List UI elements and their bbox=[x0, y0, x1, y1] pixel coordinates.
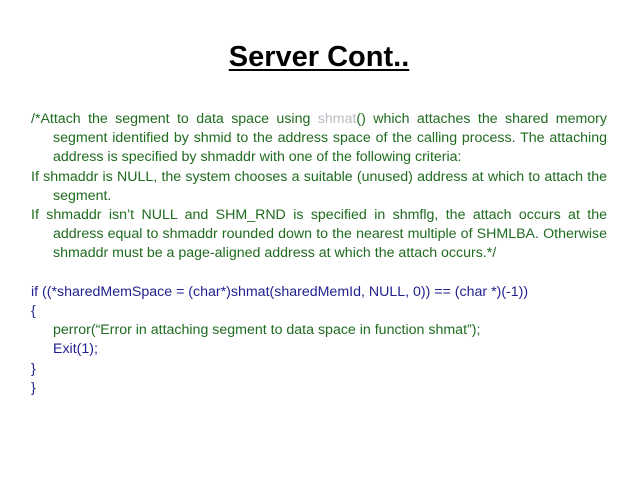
code-perror-line: perror(“Error in attaching segment to data space in function shmat”); bbox=[53, 322, 481, 339]
code-exit-line: Exit(1); bbox=[53, 341, 98, 358]
code-if-line: if ((*sharedMemSpace = (char*)shmat(sharedMemId, NULL, 0)) == (char *)(-1)) bbox=[31, 283, 529, 300]
blank-line bbox=[31, 264, 607, 283]
comment-paragraph-non-null-case: If shmaddr isn’t NULL and SHM_RND is specified in shmflg, the attach occurs at the address equal to shmaddr rounded down to the nearest multiple of SHMLBA. Otherwise shmaddr must be a page-aligned address at which the attach occurs.*/ bbox=[31, 207, 607, 262]
slide-body bbox=[31, 110, 607, 398]
comment-paragraph-attach bbox=[31, 110, 607, 168]
code-close-brace-outer: } bbox=[31, 379, 36, 396]
slide-title bbox=[0, 40, 638, 74]
slide-title-text: Server Cont.. bbox=[228, 41, 410, 73]
shmat-highlight: shmat bbox=[317, 111, 357, 127]
comment-text-part-b: () which attaches the shared memory segment identified by shmid to the address space of the calling process. The attaching address is specified by shmaddr with one of the following criteria: bbox=[53, 111, 607, 166]
comment-paragraph-null-case: If shmaddr is NULL, the system chooses a suitable (unused) address at which to attach the segment. bbox=[31, 168, 607, 204]
code-close-brace-inner: } bbox=[31, 360, 36, 377]
code-open-brace: { bbox=[31, 303, 36, 320]
comment-text-part-a: /*Attach the segment to data space using bbox=[31, 111, 318, 127]
